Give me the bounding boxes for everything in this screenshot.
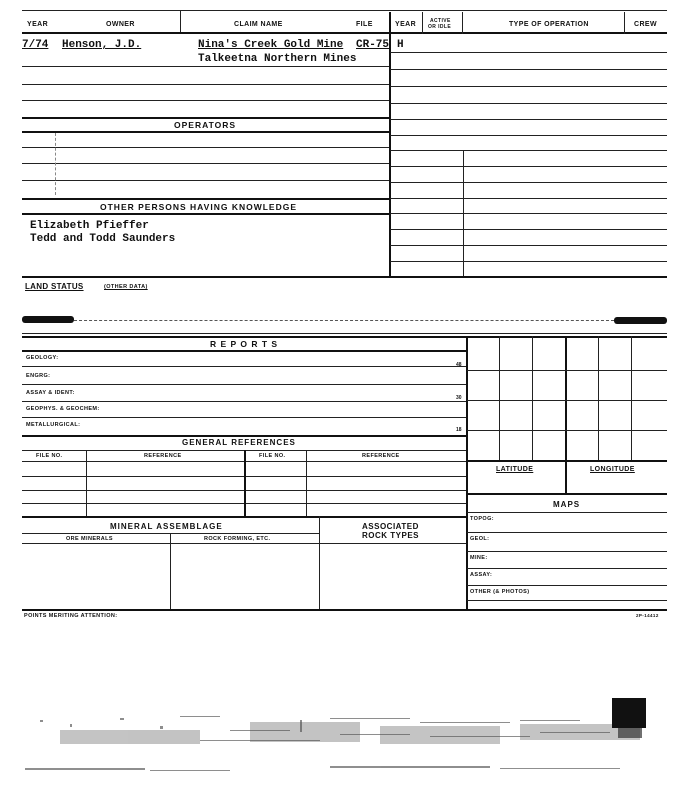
- person-2: Tedd and Todd Saunders: [30, 233, 176, 245]
- associated-rock-types-2: ROCK TYPES: [362, 531, 420, 540]
- reports-title: R E P O R T S: [210, 339, 279, 349]
- col-crew: CREW: [634, 21, 657, 28]
- col-active-1: ACTIVE: [430, 18, 451, 24]
- mineral-assemblage-title: MINERAL ASSEMBLAGE: [110, 522, 223, 531]
- operators-title: OPERATORS: [174, 120, 237, 130]
- report-engrg: ENGRG:: [26, 373, 51, 379]
- scan-noise: [0, 690, 678, 790]
- entry-year-code: H: [397, 39, 404, 51]
- col-type-of-operation: TYPE OF OPERATION: [509, 21, 589, 28]
- lower-block-bottom-rule: [22, 609, 667, 611]
- associated-rock-types-1: ASSOCIATED: [362, 522, 419, 531]
- ink-smear-left: [22, 316, 74, 323]
- top-rule: [22, 10, 667, 11]
- other-persons-title: OTHER PERSONS HAVING KNOWLEDGE: [100, 202, 298, 212]
- report-number-3: 18: [456, 427, 462, 433]
- report-geology: GEOLOGY:: [26, 355, 59, 361]
- report-number-2: 30: [456, 395, 462, 401]
- maps-topog: TOPOG:: [470, 516, 494, 522]
- col-year-2: YEAR: [395, 21, 417, 28]
- ref-col-reference-1: REFERENCE: [144, 453, 182, 459]
- entry-date: 7/74: [22, 39, 49, 51]
- col-file: FILE: [356, 21, 373, 28]
- maps-title: MAPS: [553, 500, 581, 509]
- col-year: YEAR: [27, 21, 49, 28]
- person-1: Elizabeth Pfieffer: [30, 220, 149, 232]
- entry-file: CR-75: [356, 39, 390, 51]
- land-status-title: LAND STATUS: [25, 282, 84, 291]
- report-number-1: 48: [456, 362, 462, 368]
- land-status-sub: (OTHER DATA): [104, 284, 148, 290]
- entry-owner: Henson, J.D.: [62, 39, 142, 51]
- ref-col-file-1: FILE NO.: [36, 453, 63, 459]
- entry-claim-line1: Nina's Creek Gold Mine: [198, 39, 344, 51]
- ink-smear-right: [614, 317, 667, 324]
- col-claim-name: CLAIM NAME: [234, 21, 283, 28]
- header-rule: [22, 32, 667, 34]
- report-assay: ASSAY & IDENT:: [26, 390, 75, 396]
- col-ore-minerals: ORE MINERALS: [66, 536, 113, 542]
- col-owner: OWNER: [106, 21, 135, 28]
- ref-col-reference-2: REFERENCE: [362, 453, 400, 459]
- general-references-title: GENERAL REFERENCES: [182, 438, 296, 447]
- col-active-2: OR IDLE: [428, 24, 452, 30]
- maps-geol: GEOL:: [470, 536, 490, 542]
- latitude-label: LATITUDE: [496, 466, 534, 473]
- entry-claim-line2: Talkeetna Northern Mines: [198, 53, 357, 65]
- form-number: 2P-14412: [636, 613, 659, 618]
- maps-mine: MINE:: [470, 555, 488, 561]
- maps-other: OTHER (& PHOTOS): [470, 589, 530, 595]
- points-meriting-attention: POINTS MERITING ATTENTION:: [24, 613, 118, 619]
- col-rock-forming: ROCK FORMING, ETC.: [204, 536, 271, 542]
- ref-col-file-2: FILE NO.: [259, 453, 286, 459]
- maps-assay: ASSAY:: [470, 572, 493, 578]
- upper-block-bottom-rule: [22, 276, 667, 278]
- longitude-label: LONGITUDE: [590, 466, 635, 473]
- report-metallurgical: METALLURGICAL:: [26, 422, 81, 428]
- report-geophys: GEOPHYS. & GEOCHEM:: [26, 406, 100, 412]
